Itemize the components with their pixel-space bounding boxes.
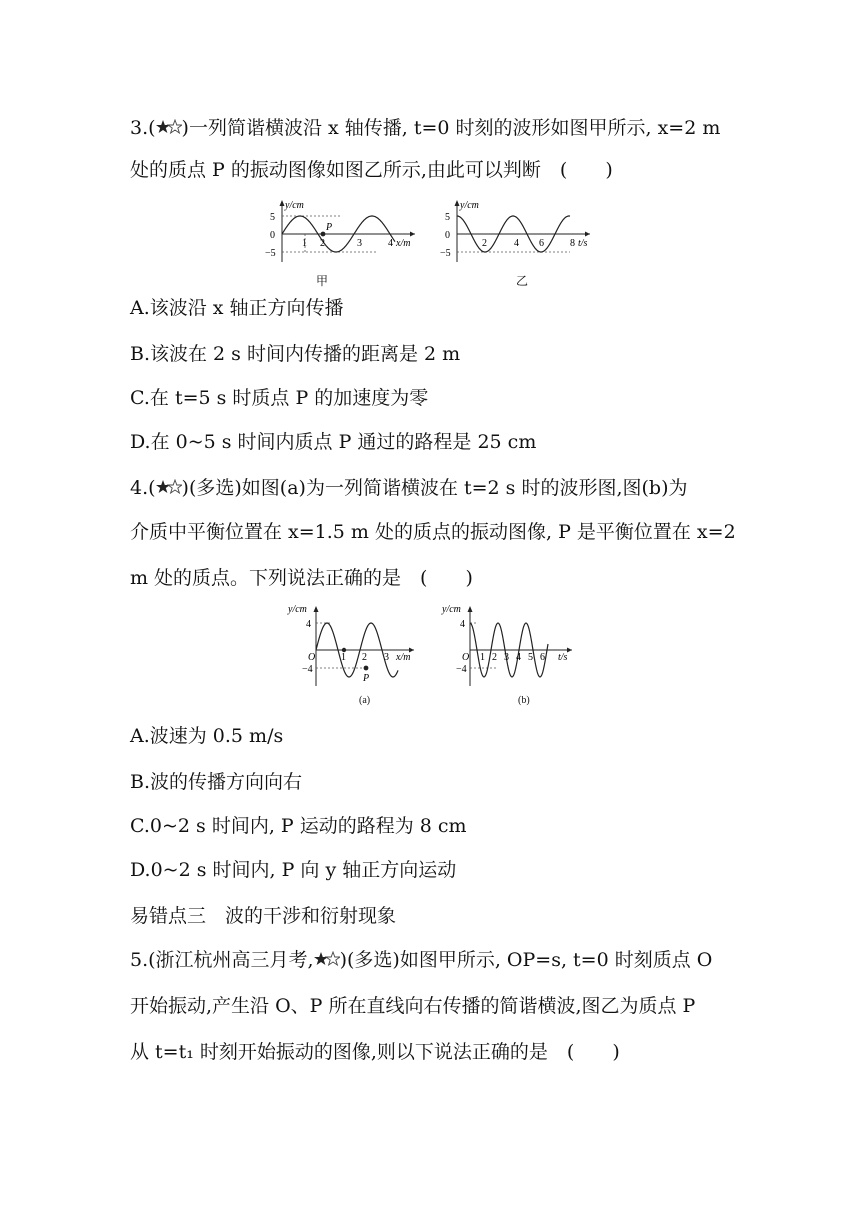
q3a-ytick: 0 [270,230,275,241]
q4b-origin: O [462,652,470,663]
q4b-xtick: 1 [480,652,485,663]
q3b-ytick: −5 [440,248,451,259]
q3a-xtick: 3 [357,238,362,249]
q3-figure-b-caption: 乙 [516,274,529,288]
q4-option-b: B.波的传播方向向右 [130,771,303,793]
q4a-point-label: P [363,673,370,684]
q5-line-1-text: )(多选)如图甲所示, OP=s, t=0 时刻质点 O [339,949,713,971]
q3a-ytick: 5 [270,212,275,223]
q4b-xlabel: t/s [558,652,568,663]
q3-option-b: B.该波在 2 s 时间内传播的距离是 2 m [130,343,461,365]
q4-line-1 [130,476,687,501]
q3-line-1-text: )一列简谐横波沿 x 轴传播, t=0 时刻的波形如图甲所示, x=2 m [181,117,721,139]
point-p-marker [364,666,369,671]
q4-figure-b [440,600,580,690]
difficulty-stars-icon [314,949,340,973]
q4-figure-b-caption: (b) [518,695,530,706]
q4a-ytick: −4 [302,664,313,675]
q4-figure-a-caption: (a) [359,695,371,706]
q4-figure-a [286,600,426,690]
q3-figure-a-caption: 甲 [316,274,329,288]
q4-option-a: A.波速为 0.5 m/s [130,725,284,747]
q3-line-2: 处的质点 P 的振动图像如图乙所示,由此可以判断 ( ) [130,159,613,181]
q4b-xtick: 5 [528,652,533,663]
q3a-ytick: −5 [265,248,276,259]
q5-line-1 [130,948,712,973]
q3b-ylabel: y/cm [460,200,479,211]
q4a-origin: O [308,652,316,663]
q3-option-a: A.该波沿 x 轴正方向传播 [130,297,344,319]
q3a-xtick: 1 [302,238,307,249]
q3b-xtick: 2 [482,238,487,249]
difficulty-stars-icon [156,117,182,141]
q4a-xtick: 1 [341,652,346,663]
q4-option-c: C.0~2 s 时间内, P 运动的路程为 8 cm [130,815,467,837]
q3-figure-a [265,196,425,266]
q4a-xtick: 2 [362,652,367,663]
q4b-ytick: 4 [460,619,465,630]
q3-option-c: C.在 t=5 s 时质点 P 的加速度为零 [130,387,429,409]
q3b-xlabel: t/s [578,238,588,249]
q3b-xtick: 6 [539,238,544,249]
q3b-ytick: 5 [445,212,450,223]
q3-option-d: D.在 0~5 s 时间内质点 P 通过的路程是 25 cm [130,431,537,453]
q4-line-1-text: )(多选)如图(a)为一列简谐横波在 t=2 s 时的波形图,图(b)为 [181,477,688,499]
q4b-ylabel: y/cm [442,604,461,615]
q4b-xtick: 6 [540,652,545,663]
q4b-ytick: −4 [456,664,467,675]
q3-number: 3.( [130,117,156,139]
q5-line-3: 从 t=t₁ 时刻开始振动的图像,则以下说法正确的是 ( ) [130,1041,620,1063]
point-p-marker [321,232,326,237]
q3b-xtick: 8 [570,238,575,249]
q4a-ytick: 4 [306,619,311,630]
q3a-point-label: P [326,222,333,233]
q4-line-2: 介质中平衡位置在 x=1.5 m 处的质点的振动图像, P 是平衡位置在 x=2 [130,521,736,543]
q3-line-1 [130,116,720,141]
q4-line-3: m 处的质点。下列说法正确的是 ( ) [130,567,473,589]
q3a-xlabel: x/m [396,238,411,249]
q4b-xtick: 3 [504,652,509,663]
q3b-xtick: 4 [514,238,519,249]
q3a-ylabel: y/cm [285,200,304,211]
q3-figure-b [440,196,600,266]
q4b-xtick: 4 [516,652,521,663]
difficulty-stars-icon [156,477,182,501]
q5-line-2: 开始振动,产生沿 O、P 所在直线向右传播的简谐横波,图乙为质点 P [130,995,696,1017]
q4a-ylabel: y/cm [288,604,307,615]
q4-number: 4.( [130,477,156,499]
q3a-xtick: 4 [388,238,393,249]
q4b-xtick: 2 [492,652,497,663]
q4-option-d: D.0~2 s 时间内, P 向 y 轴正方向运动 [130,859,457,881]
q3b-ytick: 0 [445,230,450,241]
q3a-xtick: 2 [320,238,325,249]
q4a-xtick: 3 [384,652,389,663]
q4a-xlabel: x/m [396,652,411,663]
q5-number-source: 5.(浙江杭州高三月考, [130,949,314,971]
section-heading: 易错点三 波的干涉和衍射现象 [130,905,397,927]
